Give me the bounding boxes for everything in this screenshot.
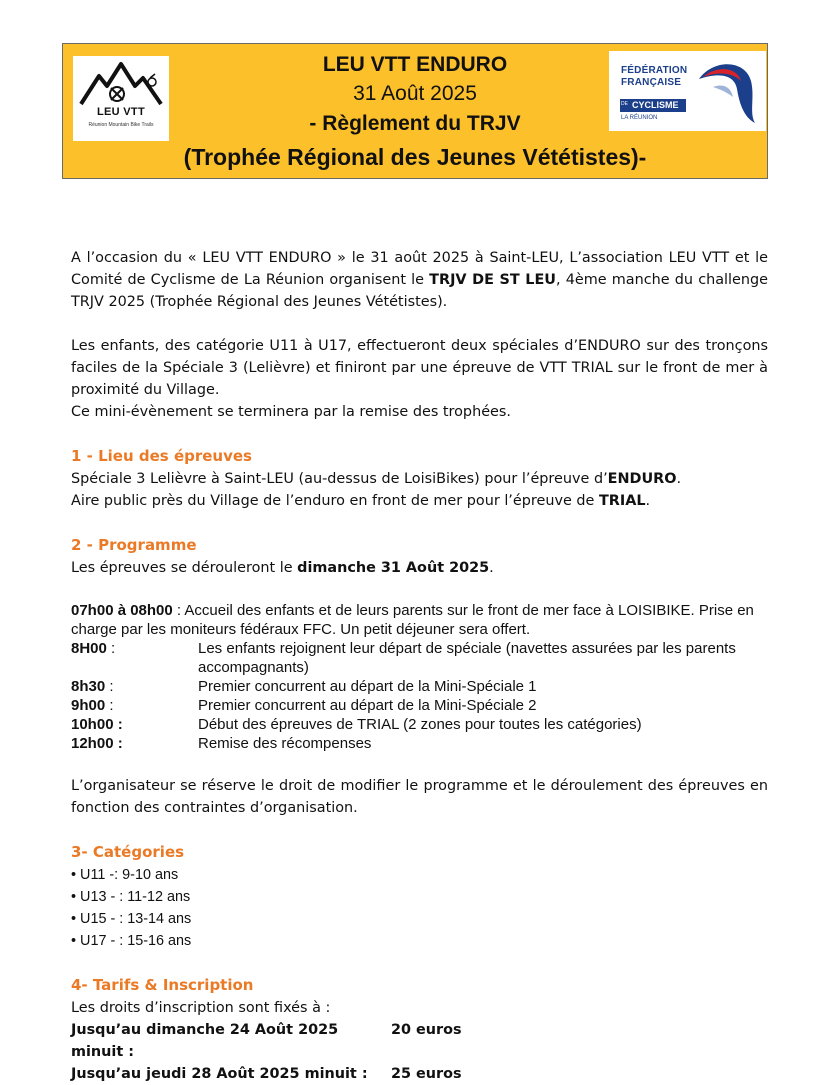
ffc-swoosh-icon <box>693 57 763 127</box>
ffc-logo <box>609 51 766 131</box>
programme-note: L’organisateur se réserve le droit de modifier le programme et le déroulement des épreuves en fonction des contraintes d’organisation. <box>71 778 768 816</box>
logo-left-sub: Réunion Mountain Bike Trails <box>88 122 154 128</box>
tarif-row: Jusqu’au dimanche 24 Août 2025 minuit : 20 euros <box>71 1022 462 1060</box>
category-item: • U17 - : 15-16 ans <box>71 933 192 949</box>
ffc-line2: FRANÇAISE <box>621 77 682 88</box>
schedule-row: 12h00 : Remise des récompenses <box>71 735 372 752</box>
section-title-lieu: 1 - Lieu des épreuves <box>71 447 252 465</box>
ffc-line1: FÉDÉRATION <box>621 65 688 76</box>
schedule <box>71 601 768 753</box>
lieu-line-1: Spéciale 3 Lelièvre à Saint-LEU (au-dessus de LoisiBikes) pour l’épreuve d’ENDURO. <box>71 471 682 487</box>
category-item: • U11 -: 9-10 ans <box>71 867 179 883</box>
ffc-de: DE <box>621 101 628 107</box>
document-subtitle: (Trophée Régional des Jeunes Vététistes)- <box>183 144 647 170</box>
schedule-row: 8h30 : Premier concurrent au départ de la Mini-Spéciale 1 <box>71 678 537 695</box>
intro-paragraph-3: Ce mini-évènement se terminera par la remise des trophées. <box>71 404 511 420</box>
section-title-tarifs: 4- Tarifs & Inscription <box>71 976 254 994</box>
document-body <box>71 247 768 1085</box>
section-title-categories: 3- Catégories <box>71 843 185 861</box>
tarifs-intro: Les droits d’inscription sont fixés à : <box>71 1000 331 1016</box>
intro-paragraph-2: Les enfants, des catégorie U11 à U17, effectueront deux spéciales d’ENDURO sur des tronçons faciles de la Spéciale 3 (Lelièvre) et finiront par une épreuve de VTT TRIAL sur le front de mer à proximité du Village. <box>71 338 768 398</box>
intro-paragraph-1: A l’occasion du « LEU VTT ENDURO » le 31 août 2025 à Saint-LEU, L’association LEU VTT et le Comité de Cyclisme de La Réunion organisent le TRJV DE ST LEU, 4ème manche du challenge TRJV 2025 (Trophée Régional des Jeunes Vététistes). <box>71 250 768 310</box>
schedule-row: 8H00 : Les enfants rejoignent leur départ de spéciale (navettes assurées par les parents accompagnants) <box>71 640 736 676</box>
schedule-row: 10h00 : Début des épreuves de TRIAL (2 zones pour toutes les catégories) <box>71 716 642 733</box>
schedule-row: 9h00 : Premier concurrent au départ de la Mini-Spéciale 2 <box>71 697 537 714</box>
ffc-logo-text <box>621 65 687 89</box>
document-title: - Règlement du TRJV <box>309 112 521 135</box>
category-item: • U15 - : 13-14 ans <box>71 911 192 927</box>
lieu-line-2: Aire public près du Village de l’enduro en front de mer pour l’épreuve de TRIAL. <box>71 493 651 509</box>
event-title: LEU VTT ENDURO <box>322 53 508 76</box>
tarif-row: Jusqu’au jeudi 28 Août 2025 minuit : 25 euros <box>71 1066 462 1082</box>
event-date: 31 Août 2025 <box>353 82 477 105</box>
ffc-bar: CYCLISME <box>620 99 686 112</box>
programme-intro: Les épreuves se dérouleront le dimanche 31 Août 2025. <box>71 560 494 576</box>
section-title-programme: 2 - Programme <box>71 536 197 554</box>
category-item: • U13 - : 11-12 ans <box>71 889 191 905</box>
schedule-first: 07h00 à 08h00 : Accueil des enfants et de leurs parents sur le front de mer face à LOISIBIKE. Prise en charge par les moniteurs fédéraux FFC. Un petit déjeuner sera offert. <box>71 602 754 638</box>
ffc-region: LA RÉUNION <box>621 115 658 121</box>
header-banner <box>62 43 768 179</box>
logo-left-brand: LEU VTT <box>97 106 145 118</box>
